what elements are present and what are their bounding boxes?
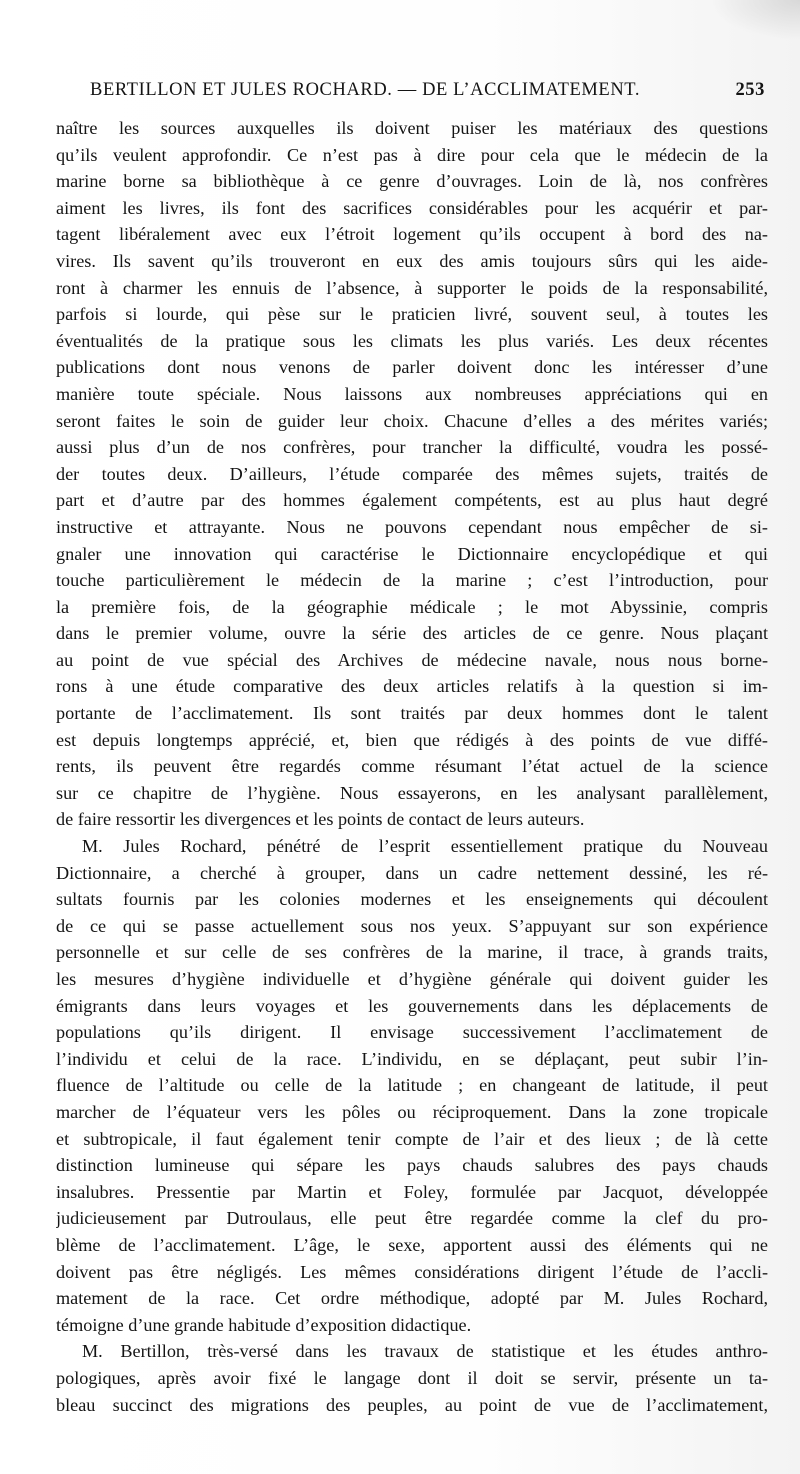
running-header — [90, 80, 765, 108]
text-line: marcher de l’équateur vers les pôles ou réciproquement. Dans la zone tropicale — [56, 1101, 768, 1122]
text-line: Dictionnaire, a cherché à grouper, dans un cadre nettement dessiné, les ré- — [56, 862, 768, 883]
text-line: gnaler une innovation qui caractérise le Dictionnaire encyclopédique et qui — [56, 543, 768, 564]
text-line: seront faites le soin de guider leur choix. Chacune d’elles a des mérites variés; — [56, 410, 768, 431]
text-line: émigrants dans leurs voyages et les gouvernements dans les déplacements de — [56, 995, 768, 1016]
text-line: parfois si lourde, qui pèse sur le praticien livré, souvent seul, à toutes les — [56, 304, 768, 325]
page-corner-shadow — [710, 0, 800, 40]
text-line: doivent pas être négligés. Les mêmes considérations dirigent l’étude de l’accli- — [56, 1261, 768, 1282]
text-line: éventualités de la pratique sous les climats les plus variés. Les deux récentes — [56, 330, 768, 351]
text-line: manière toute spéciale. Nous laissons aux nombreuses appréciations qui en — [56, 383, 768, 404]
text-line: qu’ils veulent approfondir. Ce n’est pas à dire pour cela que le médecin de la — [56, 144, 768, 165]
text-line: est depuis longtemps apprécié, et, bien que rédigés à des points de vue diffé- — [56, 729, 768, 750]
text-line: pologiques, après avoir fixé le langage dont il doit se servir, présente un ta- — [56, 1367, 768, 1388]
text-line: part et d’autre par des hommes également compétents, est au plus haut degré — [56, 490, 768, 511]
text-line: publications dont nous venons de parler doivent donc les intéresser d’une — [56, 357, 768, 378]
text-line: marine borne sa bibliothèque à ce genre d’ouvrages. Loin de là, nos confrères — [56, 171, 768, 192]
text-line: sultats fournis par les colonies modernes et les enseignements qui découlent — [56, 889, 768, 910]
text-line: et subtropicale, il faut également tenir compte de l’air et des lieux ; de là cette — [56, 1128, 768, 1149]
text-line: dans le premier volume, ouvre la série des articles de ce genre. Nous plaçant — [56, 623, 768, 644]
text-line: sur ce chapitre de l’hygiène. Nous essayerons, en les analysant parallèlement, — [56, 782, 768, 803]
text-line: instructive et attrayante. Nous ne pouvons cependant nous empêcher de si- — [56, 516, 768, 537]
text-line: personnelle et sur celle de ses confrères de la marine, il trace, à grands traits, — [56, 942, 768, 963]
text-line: portante de l’acclimatement. Ils sont traités par deux hommes dont le talent — [56, 703, 768, 724]
text-line: l’individu et celui de la race. L’individu, en se déplaçant, peut subir l’in- — [56, 1048, 768, 1069]
text-line: ront à charmer les ennuis de l’absence, à supporter le poids de la responsabilité, — [56, 277, 768, 298]
text-line: M. Jules Rochard, pénétré de l’esprit essentiellement pratique du Nouveau — [82, 836, 768, 857]
text-line: rons à une étude comparative des deux articles relatifs à la question si im- — [56, 676, 768, 697]
text-line: populations qu’ils dirigent. Il envisage successivement l’acclimatement de — [56, 1022, 768, 1043]
text-line: M. Bertillon, très-versé dans les travaux de statistique et les études anthro- — [82, 1341, 768, 1362]
page-number: 253 — [735, 80, 765, 100]
text-line: insalubres. Pressentie par Martin et Foley, formulée par Jacquot, développée — [56, 1181, 768, 1202]
text-line: tagent libéralement avec eux l’étroit logement qu’ils occupent à bord des na- — [56, 224, 768, 245]
text-line: aussi plus d’un de nos confrères, pour trancher la difficulté, voudra les possé- — [56, 437, 768, 458]
text-line: vires. Ils savent qu’ils trouveront en eux des amis toujours sûrs qui les aide- — [56, 250, 768, 271]
text-line: témoigne d’une grande habitude d’exposition didactique. — [56, 1314, 472, 1335]
text-line: au point de vue spécial des Archives de médecine navale, nous nous borne- — [56, 649, 768, 670]
running-title: BERTILLON ET JULES ROCHARD. — DE L’ACCLIMATEMENT. — [90, 80, 641, 100]
text-line: rents, ils peuvent être regardés comme résumant l’état actuel de la science — [56, 756, 768, 777]
text-line: la première fois, de la géographie médicale ; le mot Abyssinie, compris — [56, 596, 768, 617]
text-line: les mesures d’hygiène individuelle et d’hygiène générale qui doivent guider les — [56, 969, 768, 989]
text-line: de ce qui se passe actuellement sous nos yeux. S’appuyant sur son expérience — [56, 915, 768, 936]
text-line: touche particulièrement le médecin de la marine ; c’est l’introduction, pour — [56, 570, 768, 591]
text-line: de faire ressortir les divergences et les points de contact de leurs auteurs. — [56, 809, 585, 830]
text-line: blème de l’acclimatement. L’âge, le sexe, apportent aussi des éléments qui ne — [56, 1234, 768, 1255]
text-line: matement de la race. Cet ordre méthodique, adopté par M. Jules Rochard, — [56, 1288, 768, 1309]
page-body-text — [56, 115, 768, 1418]
text-line: bleau succinct des migrations des peuples, au point de vue de l’acclimatement, — [56, 1394, 768, 1415]
text-line: aiment les livres, ils font des sacrifices considérables pour les acquérir et par- — [56, 197, 768, 218]
text-line: judicieusement par Dutroulaus, elle peut être regardée comme la clef du pro- — [56, 1208, 768, 1229]
text-line: naître les sources auxquelles ils doivent puiser les matériaux des questions — [56, 118, 768, 138]
text-line: distinction lumineuse qui sépare les pays chauds salubres des pays chauds — [56, 1155, 768, 1176]
text-line: der toutes deux. D’ailleurs, l’étude comparée des mêmes sujets, traités de — [56, 463, 768, 484]
text-line: fluence de l’altitude ou celle de la latitude ; en changeant de latitude, il peut — [56, 1075, 768, 1096]
